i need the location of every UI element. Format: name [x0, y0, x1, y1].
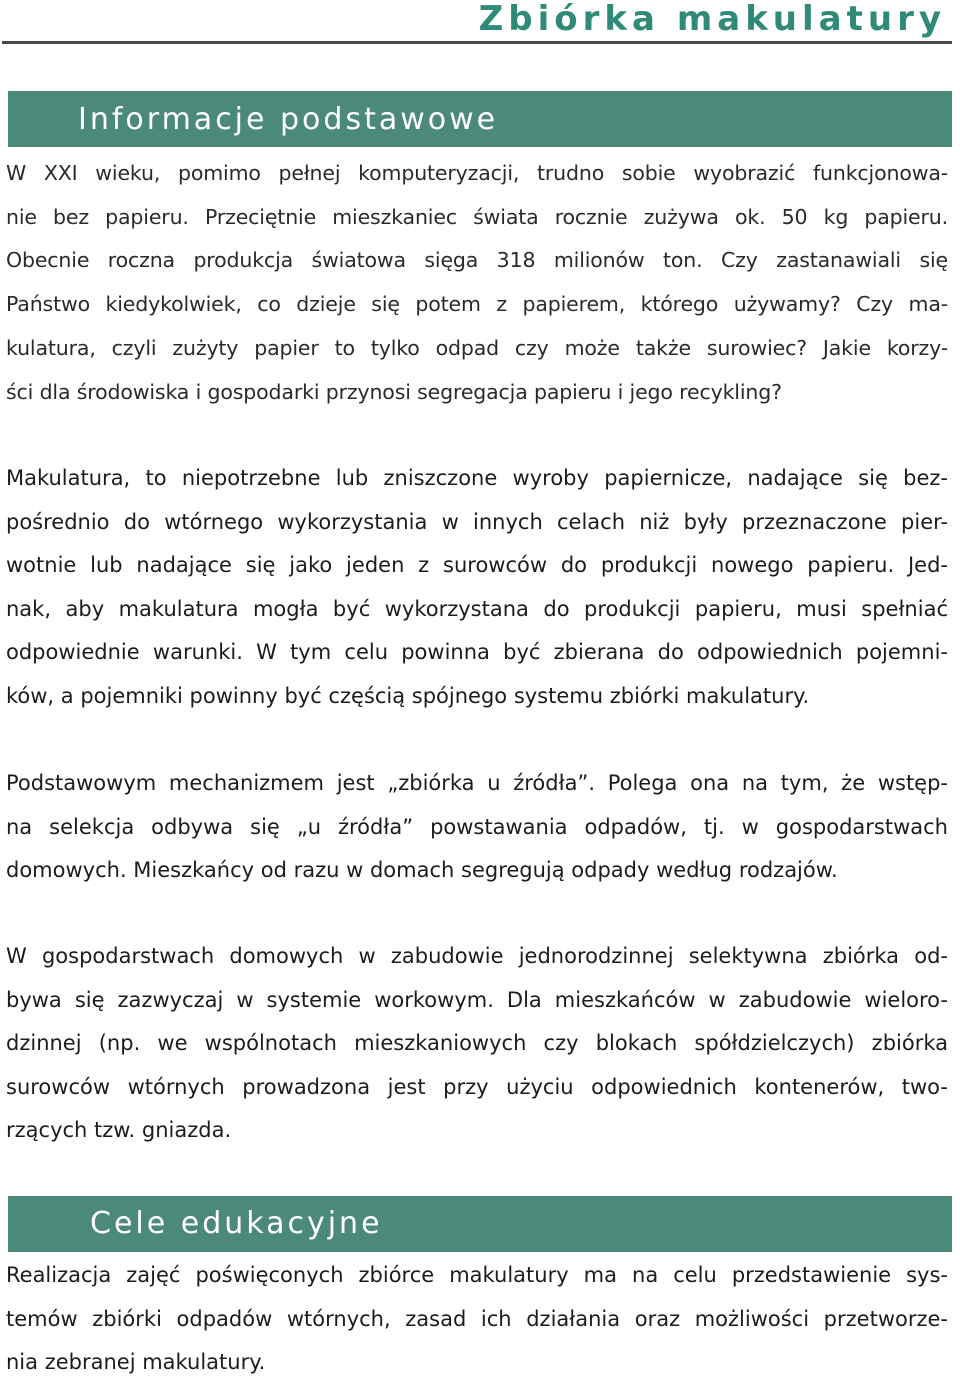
text-line: wotnie lub nadające się jako jeden z surowców do produkcji nowego papieru. Jed-	[6, 553, 948, 577]
text-line: odpowiednie warunki. W tym celu powinna być zbierana do odpowiednich pojemni-	[6, 640, 948, 664]
text-line: Realizacja zajęć poświęconych zbiórce makulatury ma na celu przedstawienie sys-	[6, 1263, 948, 1287]
section-title: Cele edukacyjne	[90, 1206, 383, 1241]
section-title: Informacje podstawowe	[78, 102, 499, 137]
section-header-cele	[8, 1196, 952, 1252]
page-title: Zbiórka makulatury	[478, 0, 946, 39]
text-line: Obecnie roczna produkcja światowa sięga 318 milionów ton. Czy zastanawiali się	[6, 248, 948, 273]
text-line: Państwo kiedykolwiek, co dzieje się potem z papierem, którego używamy? Czy ma-	[6, 292, 948, 317]
text-line: surowców wtórnych prowadzona jest przy użyciu odpowiednich kontenerów, two-	[6, 1074, 948, 1099]
text-line: temów zbiórki odpadów wtórnych, zasad ich działania oraz możliwości przetworze-	[6, 1306, 948, 1331]
text-line: W gospodarstwach domowych w zabudowie jednorodzinnej selektywna zbiórka od-	[6, 944, 948, 968]
text-line: kulatura, czyli zużyty papier to tylko odpad czy może także surowiec? Jakie korzy-	[6, 335, 948, 360]
text-line: Makulatura, to niepotrzebne lub zniszczone wyroby papiernicze, nadające się bez-	[6, 466, 948, 490]
paragraph-cele-edukacyjne	[6, 1254, 948, 1385]
title-divider	[2, 41, 952, 44]
section-header-informacje	[8, 91, 952, 147]
text-line: na selekcja odbywa się „u źródła” powstawania odpadów, tj. w gospodarstwach	[6, 814, 948, 839]
text-line: W XXI wieku, pomimo pełnej komputeryzacji, trudno sobie wyobrazić funkcjonowa-	[6, 161, 948, 185]
text-line: ków, a pojemniki powinny być częścią spójnego systemu zbiórki makulatury.	[6, 683, 810, 708]
text-line: Podstawowym mechanizmem jest „zbiórka u źródła”. Polega ona na tym, że wstęp-	[6, 771, 948, 795]
paragraph-intro	[6, 152, 948, 414]
paragraph-zbiorka-u-zrodla	[6, 762, 948, 893]
paragraph-makulatura-definition	[6, 457, 948, 718]
text-line: nak, aby makulatura mogła być wykorzystana do produkcji papieru, musi spełniać	[6, 596, 948, 621]
paragraph-gospodarstwa-domowe	[6, 935, 948, 1153]
text-line: nie bez papieru. Przeciętnie mieszkaniec świata rocznie zużywa ok. 50 kg papieru.	[6, 204, 948, 229]
text-line: domowych. Mieszkańcy od razu w domach segregują odpady według rodzajów.	[6, 858, 838, 882]
text-line: pośrednio do wtórnego wykorzystania w innych celach niż były przeznaczone pier-	[6, 509, 948, 534]
text-line: rzących tzw. gniazda.	[6, 1118, 232, 1142]
text-line: ści dla środowiska i gospodarki przynosi segregacja papieru i jego recykling?	[6, 379, 782, 404]
text-line: bywa się zazwyczaj w systemie workowym. Dla mieszkańców w zabudowie wieloro-	[6, 987, 948, 1012]
text-line: dzinnej (np. we wspólnotach mieszkaniowych czy blokach spółdzielczych) zbiórka	[6, 1031, 948, 1055]
text-line: nia zebranej makulatury.	[6, 1350, 266, 1374]
